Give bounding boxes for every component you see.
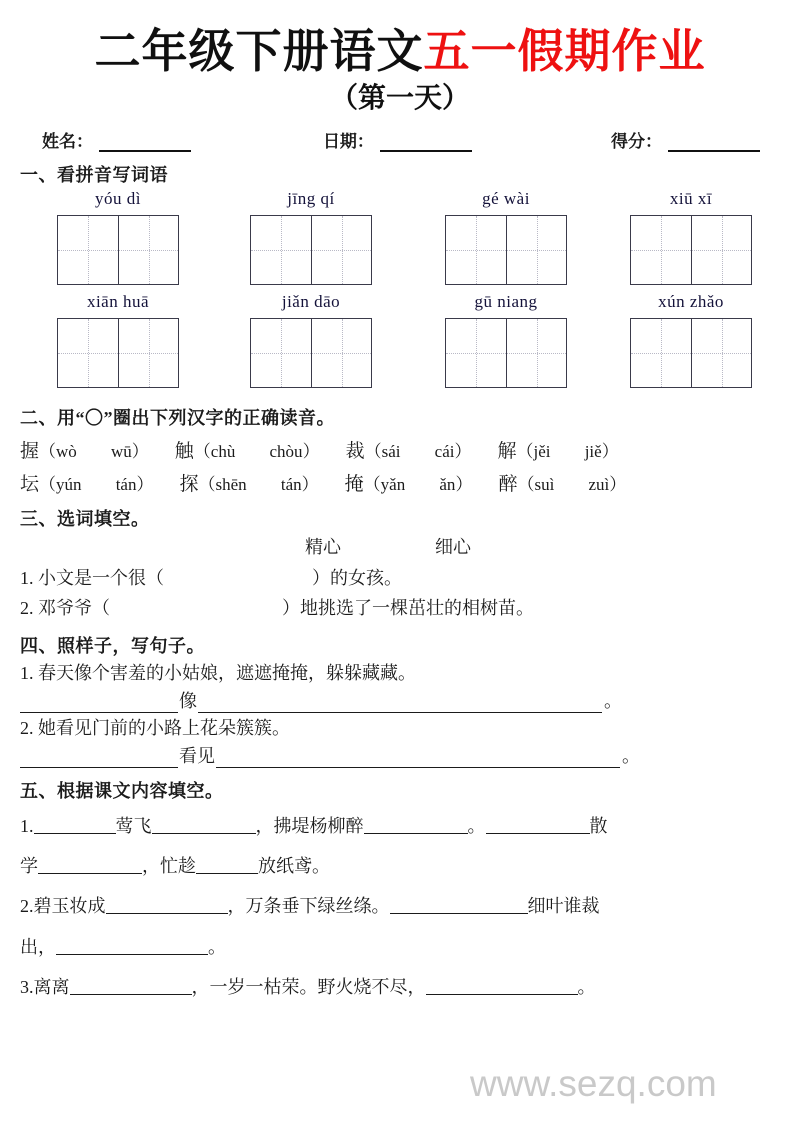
paren-close: ） <box>301 475 319 495</box>
title-black-part: 二年级下册语文 <box>94 26 424 77</box>
pinyin-label: gū niang <box>474 292 538 312</box>
pinyin-option-2[interactable]: ǎn <box>439 475 456 495</box>
tianzige-box[interactable] <box>445 215 567 285</box>
pronunciation-item[interactable] <box>345 469 473 496</box>
tianzige-cell[interactable] <box>446 319 506 387</box>
tianzige-cell[interactable] <box>311 319 371 387</box>
title-block <box>0 0 800 117</box>
tianzige-box[interactable] <box>57 318 179 388</box>
pinyin-grid-item <box>250 189 372 285</box>
pronunciation-row-1 <box>20 436 800 463</box>
s5-q2-blank-3[interactable] <box>56 936 208 955</box>
s4-example-1: 1. 春天像个害羞的小姑娘，遮遮掩掩，躲躲藏藏。 <box>20 663 416 684</box>
s4-period-1: 。 <box>604 691 622 712</box>
pronunciation-item[interactable] <box>346 436 472 463</box>
pinyin-option-2[interactable]: tán <box>115 475 137 495</box>
tianzige-cell[interactable] <box>691 319 751 387</box>
name-label: 姓名： <box>42 132 93 152</box>
spacer <box>320 436 346 463</box>
student-meta-row <box>42 127 760 152</box>
s5-q1-blank-1[interactable] <box>34 815 116 834</box>
s4-period-2: 。 <box>622 746 640 767</box>
s3-q1-prefix: 1. 小文是一个很（ <box>20 568 164 589</box>
s5-q3-blank-2[interactable] <box>426 976 578 995</box>
title-subtitle: （第一天） <box>329 82 470 114</box>
hanzi-char: 探 <box>179 474 199 496</box>
tianzige-cell[interactable] <box>631 319 691 387</box>
hanzi-char: 坛 <box>20 474 40 496</box>
pinyin-option-1[interactable]: yún <box>56 475 82 495</box>
s5-q1-number: 1. <box>20 816 34 837</box>
s5-q1-t2: ，拂堤杨柳醉 <box>255 816 364 837</box>
pinyin-grid-item <box>630 292 752 388</box>
score-label: 得分： <box>611 132 662 152</box>
tianzige-cell[interactable] <box>446 216 506 284</box>
page-title <box>0 26 800 79</box>
paren-close: ） <box>131 442 149 462</box>
spacer <box>153 469 179 496</box>
s5-q1-blank-3[interactable] <box>364 815 468 834</box>
pinyin-option-2[interactable]: zuì <box>588 475 610 495</box>
pinyin-option-1[interactable]: yǎn <box>380 475 406 495</box>
paren-open: （ <box>516 442 534 462</box>
tianzige-cell[interactable] <box>506 216 566 284</box>
s4-answer-blank-b[interactable] <box>198 692 602 713</box>
paren-open: （ <box>39 442 57 462</box>
tianzige-cell[interactable] <box>118 216 178 284</box>
s5-q2-t1: 碧玉妆成 <box>33 896 106 917</box>
tianzige-cell[interactable] <box>58 216 118 284</box>
pinyin-grid-row-1 <box>20 189 800 292</box>
s5-question-1 <box>20 809 800 843</box>
paren-close: ） <box>136 475 154 495</box>
pinyin-option-1[interactable]: jěi <box>533 442 551 462</box>
s5-q1-t1: 莺飞 <box>115 816 152 837</box>
pronunciation-row-2 <box>20 469 800 496</box>
word-option-2[interactable]: 细心 <box>435 537 471 558</box>
pinyin-grid-row-2 <box>20 292 800 395</box>
paren-open: （ <box>517 475 535 495</box>
hanzi-char: 掩 <box>344 474 364 496</box>
pinyin-option-2[interactable]: jiě <box>584 442 602 462</box>
paren-open: （ <box>198 475 216 495</box>
s5-q2-blank-1[interactable] <box>106 895 228 914</box>
pinyin-option-1[interactable]: suì <box>534 475 555 495</box>
pronunciation-item[interactable] <box>20 469 153 496</box>
hanzi-char: 醉 <box>498 474 518 496</box>
score-input-blank[interactable] <box>668 135 760 152</box>
pinyin-option-2[interactable]: cái <box>434 442 455 462</box>
pinyin-grid-item <box>630 189 752 285</box>
s5-question-2 <box>20 889 800 923</box>
s5-q3-t2: ，一岁一枯荣。野火烧不尽， <box>191 976 426 997</box>
s4-answer-line-2[interactable] <box>20 742 800 768</box>
tianzige-cell[interactable] <box>251 319 311 387</box>
hanzi-char: 触 <box>174 441 194 463</box>
pinyin-option-2[interactable]: wū <box>110 442 132 462</box>
s5-q2-blank-2[interactable] <box>390 895 528 914</box>
tianzige-cell[interactable] <box>251 216 311 284</box>
section-5-heading: 五、根据课文内容填空。 <box>20 781 224 802</box>
tianzige-box[interactable] <box>57 215 179 285</box>
s5-q1-t7: 放纸鸢。 <box>258 856 330 877</box>
name-field <box>42 127 191 152</box>
s5-q3-t3: 。 <box>577 976 596 997</box>
s4-keyword-kanjian: 看见 <box>179 746 215 767</box>
hanzi-char: 裁 <box>345 441 365 463</box>
pinyin-grid-item <box>445 292 567 388</box>
s5-q2-t4: 出， <box>20 936 56 957</box>
s5-q1-t5: 学 <box>20 856 38 877</box>
spacer <box>472 469 498 496</box>
s4-example-2: 2. 她看见门前的小路上花朵簇簇。 <box>20 718 290 739</box>
s4-answer-blank-d[interactable] <box>216 747 620 768</box>
spacer <box>149 436 175 463</box>
section-3-heading: 三、选词填空。 <box>20 509 150 530</box>
s5-q3-t1: 离离 <box>33 976 70 997</box>
tianzige-cell[interactable] <box>311 216 371 284</box>
spacer <box>319 469 345 496</box>
s5-q2-t5: 。 <box>208 936 226 957</box>
pinyin-grid-item <box>250 292 372 388</box>
tianzige-cell[interactable] <box>58 319 118 387</box>
tianzige-box[interactable] <box>250 318 372 388</box>
hanzi-char: 握 <box>20 441 40 463</box>
pronunciation-item[interactable] <box>498 469 626 496</box>
pinyin-label: xiān huā <box>86 292 150 312</box>
hanzi-char: 解 <box>497 441 517 463</box>
date-input-blank[interactable] <box>380 135 472 152</box>
section-4-heading: 四、照样子，写句子。 <box>20 636 205 657</box>
pinyin-label: yóu dì <box>95 189 141 209</box>
tianzige-box[interactable] <box>250 215 372 285</box>
s5-question-1-cont <box>20 849 800 883</box>
pinyin-option-1[interactable]: shēn <box>215 475 247 495</box>
tianzige-cell[interactable] <box>118 319 178 387</box>
s5-q3-number: 3. <box>20 976 34 997</box>
pinyin-label: gé wài <box>482 189 530 209</box>
s5-q1-t4: 散 <box>589 816 608 837</box>
score-field <box>611 127 760 152</box>
tianzige-box[interactable] <box>445 318 567 388</box>
pinyin-option-1[interactable]: chù <box>210 442 236 462</box>
s3-q2-suffix: ）地挑选了一棵茁壮的相树苗。 <box>282 598 534 619</box>
paren-open: （ <box>39 475 57 495</box>
pronunciation-item[interactable] <box>497 436 618 463</box>
paren-close: ） <box>601 442 619 462</box>
tianzige-cell[interactable] <box>691 216 751 284</box>
pronunciation-item[interactable] <box>20 436 149 463</box>
paren-open: （ <box>364 442 382 462</box>
pronunciation-item[interactable] <box>179 469 318 496</box>
section-2-heading: 二、用“〇”圈出下列汉字的正确读音。 <box>20 408 335 429</box>
s5-q1-t6: ，忙趁 <box>142 856 196 877</box>
paren-close: ） <box>302 442 320 462</box>
word-bank <box>20 533 800 563</box>
pinyin-grid-item <box>57 189 179 285</box>
s3-question-2 <box>20 595 800 623</box>
s5-q1-t3: 。 <box>467 816 486 837</box>
tianzige-cell[interactable] <box>631 216 691 284</box>
tianzige-box[interactable] <box>630 215 752 285</box>
spacer <box>471 436 497 463</box>
pinyin-label: jīng qí <box>287 189 335 209</box>
paren-close: ） <box>454 442 472 462</box>
tianzige-box[interactable] <box>630 318 752 388</box>
section-1-heading: 一、看拼音写词语 <box>20 165 168 186</box>
s5-question-3 <box>20 970 800 1004</box>
pinyin-label: jiǎn dāo <box>281 292 341 312</box>
s4-answer-line-1[interactable] <box>20 687 800 713</box>
pinyin-option-2[interactable]: tán <box>280 475 302 495</box>
pinyin-option-1[interactable]: sái <box>381 442 401 462</box>
pinyin-option-2[interactable]: chòu <box>269 442 303 462</box>
s5-q1-blank-2[interactable] <box>152 815 256 834</box>
paren-open: （ <box>193 442 211 462</box>
s3-q2-prefix: 2. 邓爷爷（ <box>20 598 110 619</box>
pinyin-option-1[interactable]: wò <box>56 442 77 462</box>
pronunciation-item[interactable] <box>175 436 320 463</box>
paren-close: ） <box>455 475 473 495</box>
title-red-part: 五一假期作业 <box>423 26 706 77</box>
s5-q1-blank-4[interactable] <box>486 815 590 834</box>
s3-question-1 <box>20 565 800 593</box>
s5-q1-blank-6[interactable] <box>196 855 258 874</box>
pinyin-grid-item <box>445 189 567 285</box>
pinyin-grid-item <box>57 292 179 388</box>
s5-q2-number: 2. <box>20 896 34 917</box>
paren-open: （ <box>363 475 381 495</box>
date-label: 日期： <box>322 132 374 152</box>
s3-q1-suffix: ）的女孩。 <box>312 568 402 589</box>
s5-q3-blank-1[interactable] <box>70 976 192 995</box>
s4-answer-blank-a[interactable] <box>20 692 178 713</box>
s5-q2-t3: 细叶谁裁 <box>527 896 600 917</box>
date-field <box>323 127 472 152</box>
pinyin-label: xún zhǎo <box>658 292 724 312</box>
tianzige-cell[interactable] <box>506 319 566 387</box>
site-watermark: www.sezq.com <box>470 1063 717 1104</box>
s5-q1-blank-5[interactable] <box>38 855 142 874</box>
word-option-1[interactable]: 精心 <box>305 537 341 558</box>
s4-keyword-xiang: 像 <box>179 691 197 712</box>
name-input-blank[interactable] <box>99 135 191 152</box>
s5-question-2-cont <box>20 930 800 964</box>
s5-q2-t2: ，万条垂下绿丝绦。 <box>227 896 390 917</box>
pinyin-label: xiū xī <box>669 189 713 209</box>
s4-answer-blank-c[interactable] <box>20 747 178 768</box>
paren-close: ） <box>609 475 627 495</box>
